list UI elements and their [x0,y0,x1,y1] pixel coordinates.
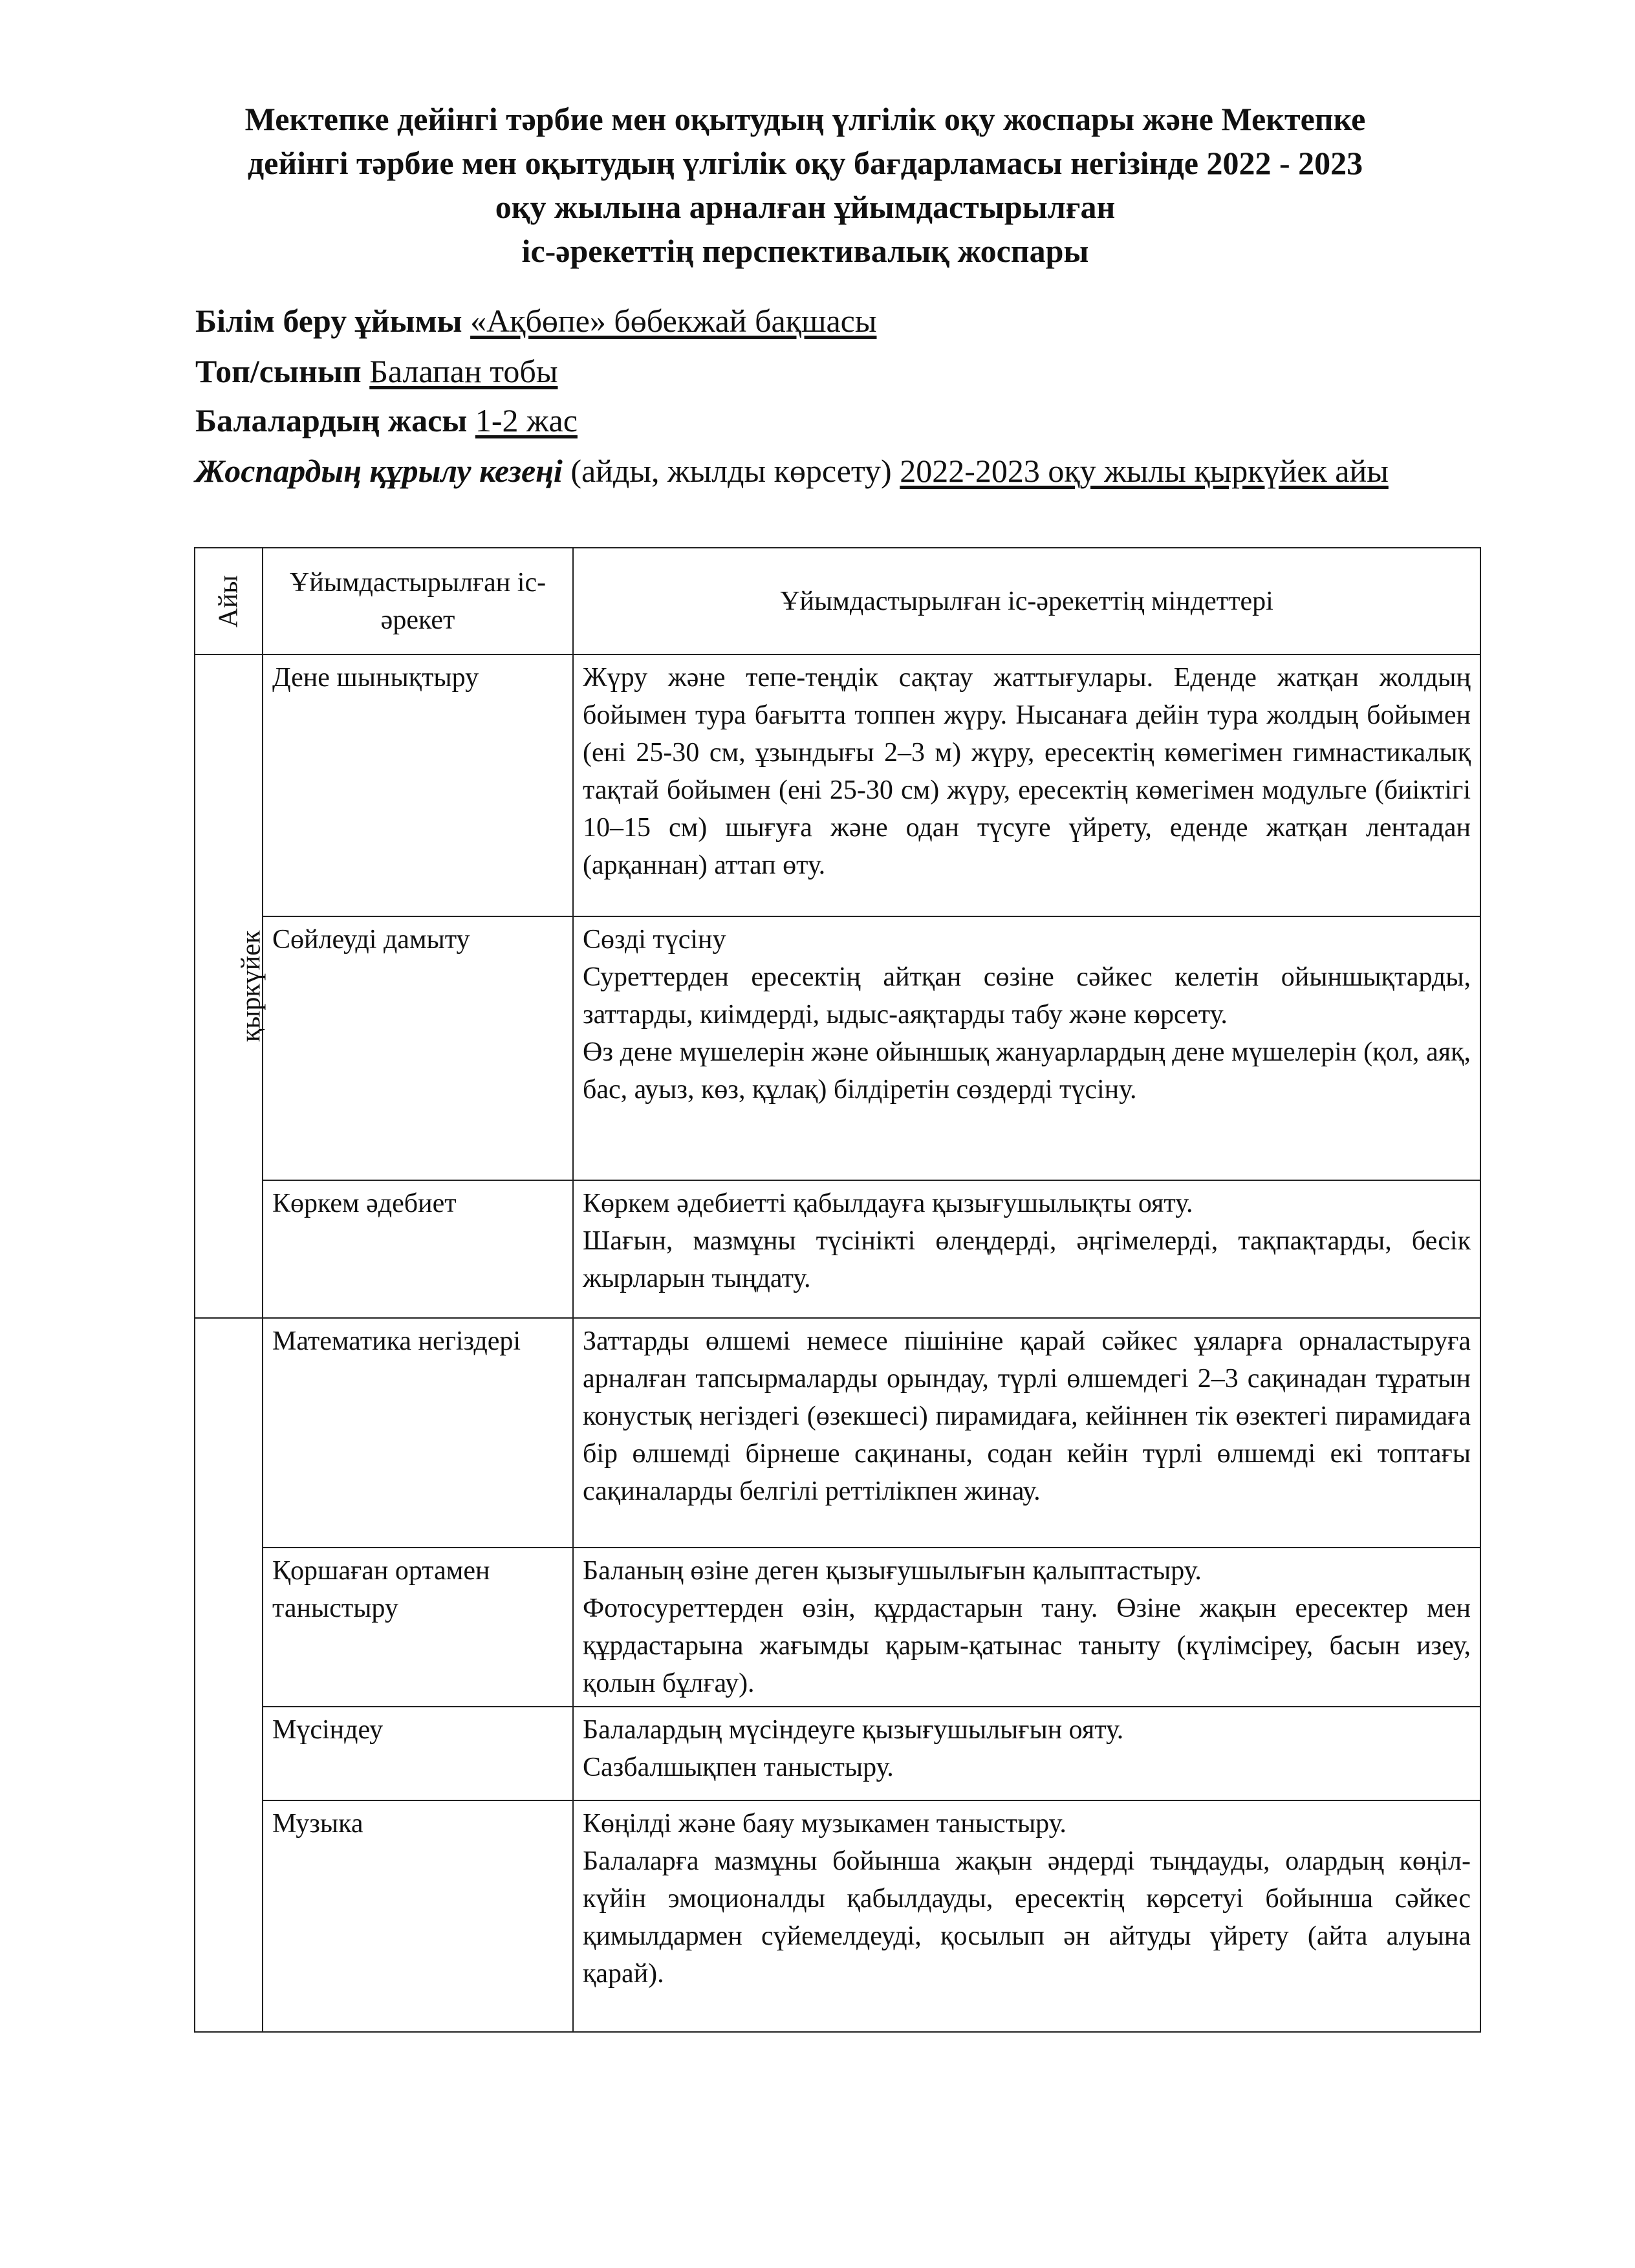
task-text: Шағын, мазмұны түсінікті өлеңдерді, әңгімелерді, тақпақтарды, бесік жырларын тыңдату. [583,1226,1471,1293]
activity-cell: Көркем әдебиет [263,1180,573,1318]
group-line [195,351,558,392]
table-row [195,1707,1480,1800]
month-label: қыркүйек [236,930,266,1042]
tasks-cell [573,654,1480,916]
tasks-cell [573,1548,1480,1707]
group-value: Балапан тобы [369,353,558,389]
activity-cell: Қоршаған ортамен таныстыру [263,1548,573,1707]
task-text: Сазбалшықпен таныстыру. [583,1753,894,1782]
tasks-cell [573,1800,1480,2032]
task-text: Суреттерден ересектің айтқан сөзіне сәйкес келетін ойыншықтарды, заттарды, киімдерді, ыдыс-аяқтарды табу және көрсету. [583,962,1471,1030]
table-row [195,1548,1480,1707]
title-line: іс-әрекеттің перспективалық жоспары [521,233,1089,269]
task-text: Баланың өзіне деген қызығушылығын қалыптастыру. [583,1556,1202,1586]
org-value: «Ақбөпе» бөбекжай бақшасы [470,303,877,339]
task-text: Жүру және тепе-теңдік сақтау жаттығулары. Еденде жатқан жолдың бойымен тура бағытта топпен жүру. Нысанаға дейін тура жолдың бойымен (ені 25-30 см, ұзындығы 2–3 м) жүру, ересектің көмегімен гимнастикалық тақтай бойымен (ені 25-30 см) жүру, ересектің көмегімен модульге (биіктігі 10–15 см) шығуға және одан түсуге үйрету, еденде жатқан лентадан (арқаннан) аттап өту. [583,663,1471,880]
period-note: (айды, жылды көрсету) [570,453,892,489]
title-line: оқу жылына арналған ұйымдастырылған [495,189,1116,225]
activity-cell: Математика негіздері [263,1318,573,1548]
activity-cell: Мүсіндеу [263,1707,573,1800]
header-activity: Ұйымдастырылған іс-әрекет [263,548,573,654]
task-text: Көңілді және баяу музыкамен таныстыру. [583,1809,1067,1839]
activity-cell: Сөйлеуді дамыту [263,916,573,1180]
task-text: Өз дене мүшелерін және ойыншық жануарлардың дене мүшелерін (қол, аяқ, бас, ауыз, көз, құлақ) білдіретін сөздерді түсіну. [583,1037,1471,1105]
month-cell [195,654,266,1318]
activity-cell: Музыка [263,1800,573,2032]
task-text: Фотосуреттерден өзін, құрдастарын тану. Өзіне жақын ересектер мен құрдастарына жағымды қарым-қатынас таныту (күлімсіреу, басын изеу, қолын бұлғау). [583,1593,1471,1698]
month-cell-empty [195,1318,263,2032]
table-row [195,1318,1480,1548]
document-title [168,97,1442,273]
age-value: 1-2 жас [475,402,578,438]
title-line: Мектепке дейінгі тәрбие мен оқытудың үлгілік оқу жоспары және Мектепке [244,101,1366,137]
period-value: 2022-2023 оқу жылы қыркүйек айы [900,453,1389,489]
task-text: Заттарды өлшемі немесе пішініне қарай сәйкес ұяларға орналастыруға арналған тапсырмаларды орындау, түрлі өлшемдегі 2–3 сақинадан тұратын конустық негіздегі (өзекшесі) пирамидаға, кейіннен тік өзектегі пирамидаға бір өлшемді бірнеше сақинаны, содан кейін түрлі өлшемді екі топтағы сақиналарды белгілі реттілікпен жинау. [583,1326,1471,1506]
table-row [195,1180,1480,1318]
table-row [195,1800,1480,2032]
group-label: Топ/сынып [195,353,362,389]
header-tasks: Ұйымдастырылған іс-әрекеттің міндеттері [573,548,1480,654]
tasks-cell [573,1318,1480,1548]
header-month [195,548,263,654]
age-label: Балалардың жасы [195,402,468,438]
plan-table [194,547,1481,2033]
age-line [195,400,578,441]
tasks-cell [573,1180,1480,1318]
period-label: Жоспардың құрылу кезеңі [195,453,563,489]
header-month-label: Айы [213,574,244,628]
table-row [195,916,1480,1180]
task-text: Сөзді түсіну [583,925,726,955]
title-line: дейінгі тәрбие мен оқытудың үлгілік оқу бағдарламасы негізінде 2022 - 2023 [247,145,1363,181]
task-text: Көркем әдебиетті қабылдауға қызығушылықты ояту. [583,1189,1193,1218]
activity-cell: Дене шынықтыру [263,654,573,916]
table-row [195,654,1480,916]
period-line [195,450,1510,491]
table-header-row [195,548,1480,654]
task-text: Балалардың мүсіндеуге қызығушылығын ояту. [583,1715,1124,1745]
org-line [195,300,876,341]
org-label: Білім беру ұйымы [195,303,462,339]
tasks-cell [573,1707,1480,1800]
tasks-cell [573,916,1480,1180]
task-text: Балаларға мазмұны бойынша жақын әндерді тыңдауды, олардың көңіл-күйін эмоционалды қабылдауды, ересектің көрсетуі бойынша сәйкес қимылдармен сүйемелдеуді, қосылып ән айтуды үйрету (айта алуына қарай). [583,1846,1471,1989]
